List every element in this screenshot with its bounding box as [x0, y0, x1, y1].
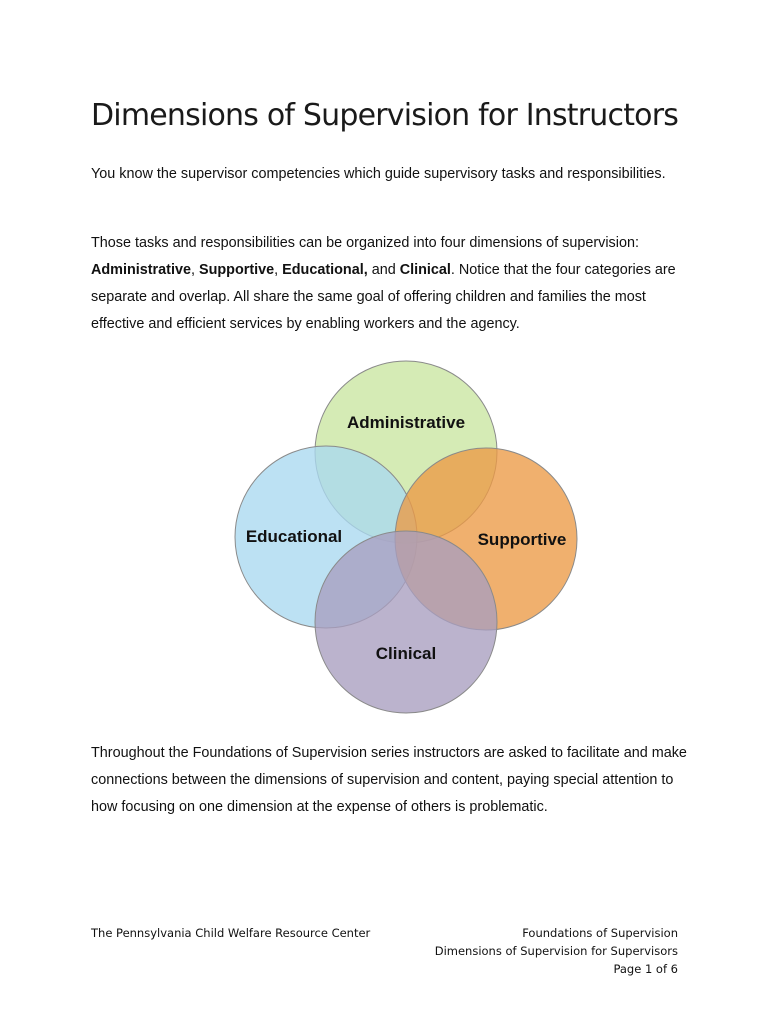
footer-module: Dimensions of Supervision for Supervisors — [434, 944, 678, 958]
separator-text: and — [367, 262, 400, 278]
intro-paragraph: You know the supervisor competencies which guide supervisory tasks and responsibilities. — [91, 166, 666, 182]
clinical-circle — [315, 531, 497, 713]
separator-text: , — [274, 262, 283, 278]
educational-label: Educational — [245, 527, 343, 546]
term-supportive: Supportive — [198, 262, 275, 278]
page-title: Dimensions of Supervision for Instructors — [91, 98, 679, 133]
footer-page-number: Page 1 of 6 — [613, 962, 678, 976]
clinical-label: Clinical — [375, 644, 437, 663]
footer-organization: The Pennsylvania Child Welfare Resource Center — [91, 926, 371, 940]
supportive-label: Supportive — [477, 530, 567, 549]
separator-text: , — [190, 262, 199, 278]
dimensions-intro-text: Those tasks and responsibilities can be organized into four dimensions of supervision: — [91, 235, 639, 251]
term-administrative: Administrative — [91, 262, 191, 278]
term-clinical: Clinical — [399, 262, 451, 278]
venn-svg — [224, 356, 588, 720]
footer-right-block — [435, 924, 678, 978]
dimensions-rest-text: . Notice that the four categories are separate and overlap. All share the same goal of offering children and families the most effective and efficient services by enabling workers and the agency. — [91, 262, 676, 332]
dimensions-paragraph — [91, 230, 691, 338]
footer-series: Foundations of Supervision — [522, 926, 678, 940]
term-educational: Educational, — [282, 262, 368, 278]
supervision-venn-diagram — [224, 356, 588, 720]
closing-paragraph: Throughout the Foundations of Supervision series instructors are asked to facilitate and make connections between the dimensions of supervision and content, paying special attention to how focusing on one dimension at the expense of others is problematic. — [91, 745, 687, 815]
administrative-label: Administrative — [346, 413, 466, 432]
